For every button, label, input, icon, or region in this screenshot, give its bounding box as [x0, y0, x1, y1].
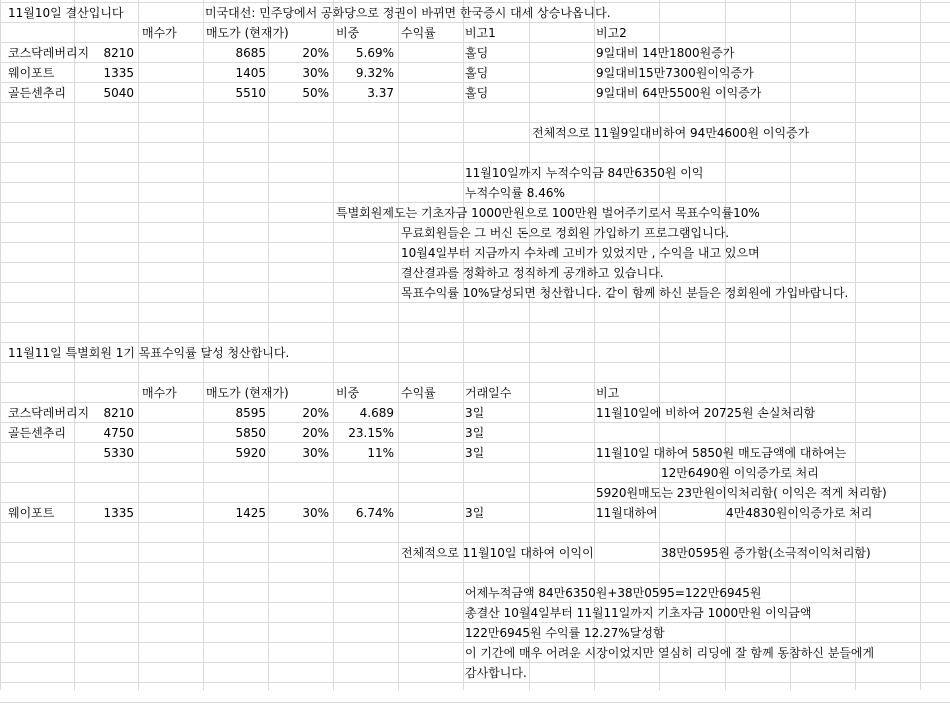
cell[interactable]: 30%: [302, 506, 329, 520]
cell[interactable]: 홀딩: [465, 86, 489, 100]
cell[interactable]: 감사합니다.: [465, 666, 527, 680]
cell[interactable]: 수익률: [401, 386, 436, 400]
cell[interactable]: 8595: [235, 406, 266, 420]
cell[interactable]: 11월10일에 비하여 20725원 손실처리함: [596, 406, 816, 420]
cell[interactable]: 거래일수: [465, 386, 512, 400]
grid-column-line: [920, 0, 921, 690]
cell[interactable]: 20%: [302, 46, 329, 60]
cell[interactable]: 매도가 (현재가): [206, 386, 289, 400]
cell[interactable]: 비중: [336, 26, 360, 40]
cell[interactable]: 9일대비 14만1800원증가: [596, 46, 735, 60]
cell[interactable]: 매도가 (현재가): [206, 26, 289, 40]
cell[interactable]: 1335: [103, 66, 134, 80]
cell[interactable]: 전체적으로 11월10일 대하여 이익이: [401, 546, 594, 560]
cell[interactable]: 9일대비15만7300원이익증가: [596, 66, 754, 80]
cell[interactable]: 비고2: [596, 26, 627, 40]
cell[interactable]: 8210: [103, 406, 134, 420]
cell[interactable]: 10월4일부터 지금까지 수차례 고비가 있었지만 , 수익을 내고 있으며: [401, 246, 760, 260]
cell[interactable]: 8685: [235, 46, 266, 60]
cell[interactable]: 20%: [302, 426, 329, 440]
grid-column-line: [463, 0, 464, 690]
cell[interactable]: 11월10일 대하여 5850원 매도금액에 대하여는: [596, 446, 847, 460]
cell[interactable]: 웨이포트: [8, 506, 55, 520]
cell[interactable]: 5920원매도는 23만원이익처리함( 이익은 적게 처리함): [596, 486, 887, 500]
cell[interactable]: 9.32%: [355, 66, 394, 80]
cell[interactable]: 11월대하여: [596, 506, 658, 520]
cell[interactable]: 3.37: [367, 86, 394, 100]
cell[interactable]: 총결산 10월4일부터 11월11일까지 기초자금 1000만원 이익금액: [465, 606, 812, 620]
cell[interactable]: 6.74%: [355, 506, 394, 520]
cell[interactable]: 코스닥레버리지: [8, 46, 90, 60]
cell[interactable]: 매수가: [142, 26, 177, 40]
cell[interactable]: 30%: [302, 446, 329, 460]
cell[interactable]: 12만6490원 이익증가로 처리: [661, 466, 819, 480]
cell[interactable]: 골든센추리: [8, 86, 66, 100]
grid-column-line: [790, 0, 791, 690]
cell[interactable]: 전체적으로 11월9일대비하여 94만4600원 이익증가: [532, 126, 810, 140]
cell[interactable]: 11월10일 결산입니다: [8, 6, 124, 20]
cell[interactable]: 8210: [103, 46, 134, 60]
cell[interactable]: 웨이포트: [8, 66, 55, 80]
cell[interactable]: 홀딩: [465, 46, 489, 60]
grid-column-line: [0, 0, 1, 690]
cell[interactable]: 매수가: [142, 386, 177, 400]
cell[interactable]: 4.689: [359, 406, 394, 420]
cell[interactable]: 이 기간에 매우 어려운 시장이었지만 열심히 리딩에 잘 함께 동참하신 분들에게: [465, 646, 875, 660]
cell[interactable]: 11월11일 특별회원 1기 목표수익률 달성 청산합니다.: [8, 346, 290, 360]
cell[interactable]: 3일: [465, 506, 485, 520]
cell[interactable]: 11%: [367, 446, 394, 460]
cell[interactable]: 23.15%: [348, 426, 394, 440]
cell[interactable]: 9일대비 64만5500원 이익증가: [596, 86, 762, 100]
cell[interactable]: 수익률: [401, 26, 436, 40]
cell[interactable]: 20%: [302, 406, 329, 420]
cell[interactable]: 3일: [465, 446, 485, 460]
cell[interactable]: 1335: [103, 506, 134, 520]
cell[interactable]: 비중: [336, 386, 360, 400]
cell[interactable]: 5920: [235, 446, 266, 460]
cell[interactable]: 50%: [302, 86, 329, 100]
cell[interactable]: 5850: [235, 426, 266, 440]
cell[interactable]: 코스닥레버리지: [8, 406, 90, 420]
cell[interactable]: 결산결과를 정확하고 정직하게 공개하고 있습니다.: [401, 266, 664, 280]
cell[interactable]: 5.69%: [355, 46, 394, 60]
cell[interactable]: 11월10일까지 누적수익금 84만6350원 이익: [465, 166, 704, 180]
cell[interactable]: 목표수익률 10%달성되면 청산합니다. 같이 함께 하신 분들은 정회원에 가입바랍니다.: [401, 286, 849, 300]
cell[interactable]: 3일: [465, 426, 485, 440]
cell[interactable]: 4만4830원이익증가로 처리: [726, 506, 873, 520]
cell[interactable]: 어제누적금액 84만6350원+38만0595=122만6945원: [465, 586, 762, 600]
cell[interactable]: 38만0595원 증가함(소극적이익처리함): [661, 546, 871, 560]
cell[interactable]: 5040: [103, 86, 134, 100]
cell[interactable]: 골든센추리: [8, 426, 66, 440]
cell[interactable]: 4750: [103, 426, 134, 440]
cell[interactable]: 비고: [596, 386, 620, 400]
cell[interactable]: 5330: [103, 446, 134, 460]
cell[interactable]: 1405: [235, 66, 266, 80]
cell[interactable]: 무료회원들은 그 버신 돈으로 정회원 가입하기 프로그램입니다.: [401, 226, 730, 240]
cell[interactable]: 특별회원제도는 기초자금 1000만원으로 100만원 벌어주기로서 목표수익률10%: [336, 206, 760, 220]
cell[interactable]: 미국대선: 민주당에서 공화당으로 정권이 바뀌면 한국증시 대세 상승나옵니다.: [205, 6, 611, 20]
cell[interactable]: 5510: [235, 86, 266, 100]
grid-column-line: [855, 0, 856, 690]
grid-row-line: [0, 322, 950, 323]
cell[interactable]: 홀딩: [465, 66, 489, 80]
grid-column-line: [398, 0, 399, 690]
cell[interactable]: 122만6945원 수익률 12.27%달성함: [465, 626, 665, 640]
cell[interactable]: 3일: [465, 406, 485, 420]
cell[interactable]: 비고1: [465, 26, 496, 40]
cell[interactable]: 누적수익률 8.46%: [465, 186, 565, 200]
grid-column-line: [333, 0, 334, 690]
cell[interactable]: 30%: [302, 66, 329, 80]
cell[interactable]: 1425: [235, 506, 266, 520]
